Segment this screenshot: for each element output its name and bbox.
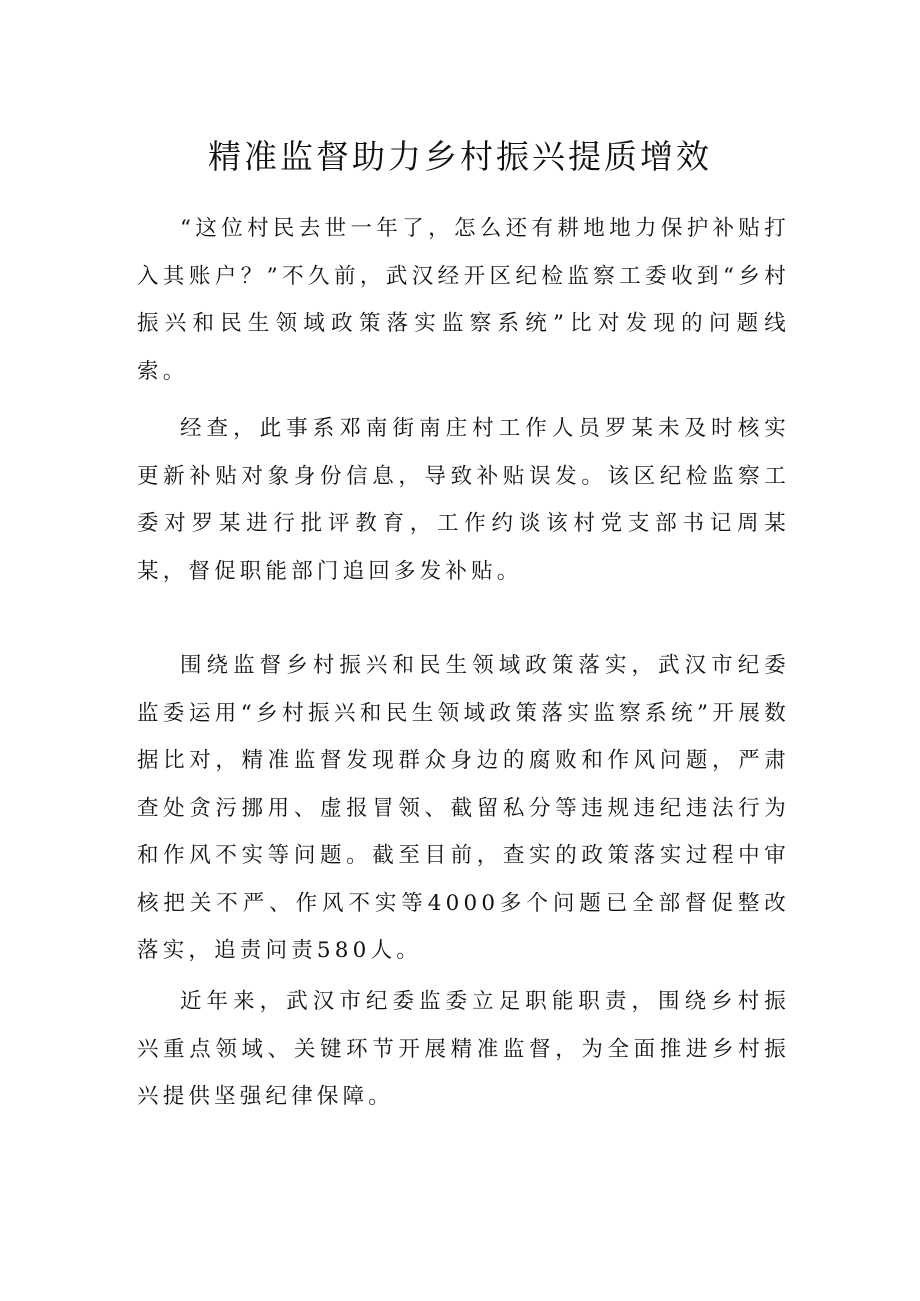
paragraph-4: 近年来，武汉市纪委监委立足职能职责，围绕乡村振兴重点领域、关键环节开展精准监督，为全面推进乡村振兴提供坚强纪律保障。 [137,989,790,1109]
paragraph-1: “这位村民去世一年了，怎么还有耕地地力保护补贴打入其账户？”不久前，武汉经开区纪检监察工委收到“乡村振兴和民生领域政策落实监察系统”比对发现的问题线索。 [137,216,790,384]
document-title: 精准监督助力乡村振兴提质增效 [208,137,712,176]
paragraph-3: 围绕监督乡村振兴和民生领域政策落实，武汉市纪委监委运用“乡村振兴和民生领域政策落实监察系统”开展数据比对，精准监督发现群众身边的腐败和作风问题，严肃查处贪污挪用、虚报冒领、截留私分等违规违纪违法行为和作风不实等问题。截至目前，查实的政策落实过程中审核把关不严、作风不实等4000多个问题已全部督促整改落实，追责问责580人。 [137,653,790,963]
paragraph-2: 经查，此事系邓南街南庄村工作人员罗某未及时核实更新补贴对象身份信息，导致补贴误发。该区纪检监察工委对罗某进行批评教育，工作约谈该村党支部书记周某某，督促职能部门追回多发补贴。 [137,416,790,584]
